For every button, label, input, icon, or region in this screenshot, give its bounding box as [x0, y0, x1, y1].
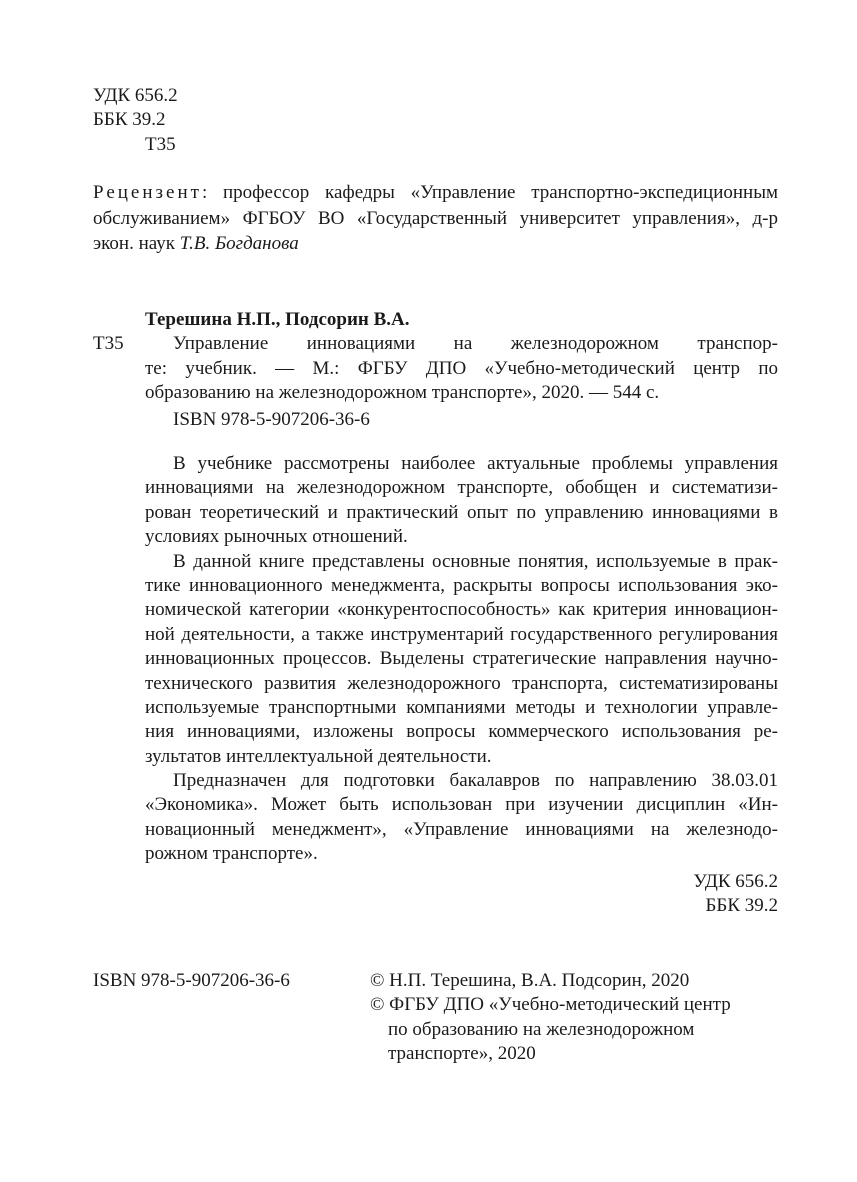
annotation-paragraph — [145, 769, 778, 867]
annotation-paragraph — [145, 550, 778, 770]
bib-line: те: учебник. — М.: ФГБУ ДПО «Учебно-методический центр по — [145, 357, 778, 379]
copyright-block — [370, 969, 731, 1067]
annotation-line: инновациями на железнодорожном транспорте, обобщен и систематизи- — [145, 477, 778, 499]
bib-line: образованию на железнодорожном транспорте», 2020. — 544 с. — [145, 382, 660, 404]
annotation-line: технического развития железнодорожного транспорта, систематизированы — [145, 672, 778, 694]
annotation-line: В данной книге представлены основные понятия, используемые в прак- — [173, 550, 778, 572]
annotation-line: тике инновационного менеджмента, раскрыты вопросы использования эко- — [145, 574, 778, 596]
udk-code: УДК 656.2 — [93, 85, 178, 106]
annotation-line: номической категории «конкурентоспособность» как критерия инновацион- — [145, 599, 778, 621]
annotation — [145, 452, 778, 918]
bib-isbn: ISBN 978-5-907206-36-6 — [173, 408, 370, 430]
annotation-line: ния инновациями, изложены вопросы коммерческого использования ре- — [145, 721, 778, 743]
reviewer-name: Т.В. Богданова — [179, 233, 299, 254]
copyright-line: © ФГБУ ДПО «Учебно-методический центр — [370, 994, 731, 1016]
classification-codes — [93, 84, 178, 157]
bbk-code: ББК 39.2 — [93, 109, 166, 131]
reviewer-degree: экон. наук — [93, 233, 175, 254]
author-mark: Т35 — [145, 133, 176, 155]
annotation-line: Предназначен для подготовки бакалавров по направлению 38.03.01 — [173, 770, 778, 792]
book-authors: Терешина Н.П., Подсорин В.А. — [145, 309, 410, 330]
annotation-line: рован теоретический и практический опыт по управлению инновациями в — [145, 501, 778, 523]
bib-line: Управление инновациями на железнодорожном транспор- — [173, 333, 778, 355]
bib-author-mark: Т35 — [93, 333, 124, 355]
copyright-line: © Н.П. Терешина, В.А. Подсорин, 2020 — [370, 970, 690, 991]
annotation-line: новационный менеджмент», «Управление инновациями на железнодо- — [145, 818, 778, 840]
annotation-line: условиях рыночных отношений. — [145, 526, 408, 548]
annotation-line: В учебнике рассмотрены наиболее актуальные проблемы управления — [173, 453, 778, 474]
copyright-isbn: ISBN 978-5-907206-36-6 — [93, 970, 290, 991]
annotation-line: зультатов интеллектуальной деятельности. — [145, 745, 492, 767]
reviewer-line-1: : профессор кафедры «Управление транспортно-экспедиционным — [201, 182, 778, 203]
reviewer-line-2: обслуживанием» ФГБОУ ВО «Государственный университет управления», д-р — [93, 207, 778, 229]
copyright-line: транспорте», 2020 — [388, 1043, 536, 1065]
footer-udk-code: УДК 656.2 — [693, 870, 778, 892]
annotation-line: инновационных процессов. Выделены стратегические направления научно- — [145, 648, 778, 670]
reviewer-block — [93, 180, 778, 257]
annotation-line: «Экономика». Может быть использован при изучении дисциплин «Ин- — [145, 794, 778, 816]
annotation-paragraph — [145, 452, 778, 550]
annotation-line: ной деятельности, а также инструментарий государственного регулирования — [145, 623, 778, 645]
copyright-line: по образованию на железнодорожном — [388, 1018, 695, 1040]
footer-bbk-code: ББК 39.2 — [705, 895, 778, 917]
annotation-line: используемые транспортными компаниями методы и технологии управле- — [145, 696, 778, 718]
annotation-line: рожном транспорте». — [145, 843, 318, 865]
bibliographic-record — [93, 308, 778, 432]
reviewer-label: Рецензент — [93, 182, 202, 203]
